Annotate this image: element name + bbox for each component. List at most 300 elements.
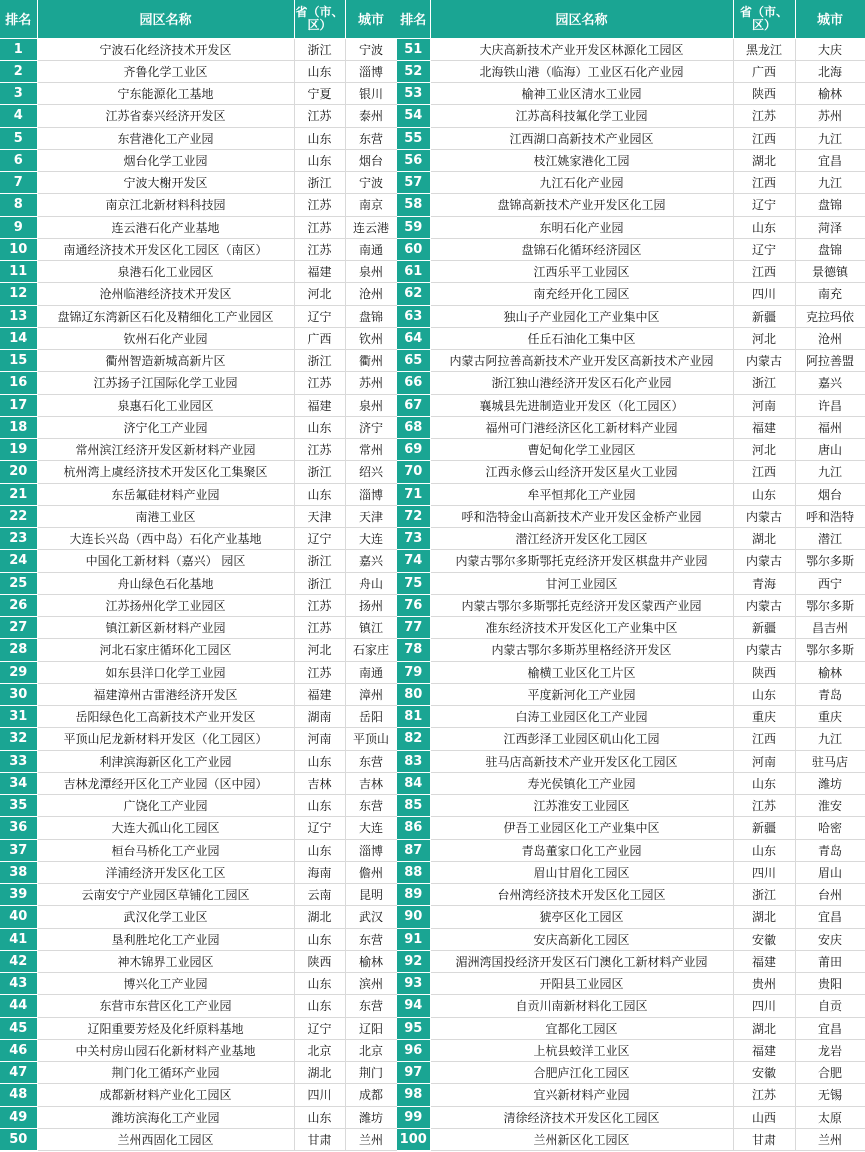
city-cell: 盘锦 — [795, 194, 865, 216]
province-cell: 河北 — [294, 639, 345, 661]
header-city: 城市 — [795, 0, 865, 38]
table-row — [0, 238, 397, 260]
header-province: 省（市、区） — [294, 0, 345, 38]
table-row — [397, 839, 865, 861]
city-cell: 钦州 — [345, 327, 397, 349]
rank-cell: 92 — [397, 950, 430, 972]
rank-cell: 91 — [397, 928, 430, 950]
province-cell: 浙江 — [294, 550, 345, 572]
province-cell: 河南 — [294, 728, 345, 750]
park-name-cell: 兰州新区化工园区 — [430, 1128, 733, 1150]
table-row — [0, 973, 397, 995]
park-name-cell: 枝江姚家港化工园 — [430, 149, 733, 171]
table-row — [0, 995, 397, 1017]
province-cell: 山东 — [733, 216, 795, 238]
park-name-cell: 神木锦界工业园区 — [37, 950, 294, 972]
city-cell: 宜昌 — [795, 1017, 865, 1039]
park-name-cell: 内蒙古鄂尔多斯鄂托克经济开发区棋盘井产业园 — [430, 550, 733, 572]
rank-cell: 72 — [397, 505, 430, 527]
rank-cell: 9 — [0, 216, 37, 238]
city-cell: 重庆 — [795, 706, 865, 728]
province-cell: 甘肃 — [733, 1128, 795, 1150]
rank-cell: 13 — [0, 305, 37, 327]
province-cell: 江苏 — [294, 661, 345, 683]
table-row — [397, 639, 865, 661]
park-name-cell: 榆神工业区清水工业园 — [430, 83, 733, 105]
province-cell: 宁夏 — [294, 83, 345, 105]
province-cell: 广西 — [733, 60, 795, 82]
city-cell: 扬州 — [345, 594, 397, 616]
table-row — [397, 327, 865, 349]
park-name-cell: 江苏扬子江国际化学工业园 — [37, 372, 294, 394]
province-cell: 内蒙古 — [733, 550, 795, 572]
province-cell: 江苏 — [733, 1084, 795, 1106]
province-cell: 山东 — [294, 127, 345, 149]
park-name-cell: 寿光侯镇化工产业园 — [430, 772, 733, 794]
table-row — [397, 1106, 865, 1128]
city-cell: 漳州 — [345, 683, 397, 705]
rank-cell: 27 — [0, 617, 37, 639]
table-row — [0, 261, 397, 283]
city-cell: 大连 — [345, 528, 397, 550]
city-cell: 淄博 — [345, 839, 397, 861]
city-cell: 舟山 — [345, 572, 397, 594]
city-cell: 克拉玛依 — [795, 305, 865, 327]
city-cell: 宜昌 — [795, 149, 865, 171]
rank-cell: 58 — [397, 194, 430, 216]
rank-cell: 18 — [0, 416, 37, 438]
city-cell: 莆田 — [795, 950, 865, 972]
rank-cell: 22 — [0, 505, 37, 527]
rank-cell: 35 — [0, 795, 37, 817]
province-cell: 重庆 — [733, 706, 795, 728]
park-name-cell: 兰州西固化工园区 — [37, 1128, 294, 1150]
province-cell: 湖北 — [733, 149, 795, 171]
province-cell: 陕西 — [733, 661, 795, 683]
city-cell: 泉州 — [345, 261, 397, 283]
table-row — [397, 505, 865, 527]
province-cell: 辽宁 — [294, 528, 345, 550]
rank-cell: 68 — [397, 416, 430, 438]
table-row — [397, 1084, 865, 1106]
province-cell: 浙江 — [733, 884, 795, 906]
park-name-cell: 内蒙古鄂尔多斯鄂托克经济开发区蒙西产业园 — [430, 594, 733, 616]
city-cell: 兰州 — [345, 1128, 397, 1150]
city-cell: 南京 — [345, 194, 397, 216]
park-name-cell: 猇亭区化工园区 — [430, 906, 733, 928]
rank-cell: 49 — [0, 1106, 37, 1128]
table-row — [397, 928, 865, 950]
table-row — [0, 795, 397, 817]
park-name-cell: 九江石化产业园 — [430, 172, 733, 194]
province-cell: 湖南 — [294, 706, 345, 728]
header-rank: 排名 — [397, 0, 430, 38]
city-cell: 鄂尔多斯 — [795, 594, 865, 616]
rank-cell: 23 — [0, 528, 37, 550]
city-cell: 九江 — [795, 172, 865, 194]
park-name-cell: 襄城县先进制造业开发区（化工园区） — [430, 394, 733, 416]
province-cell: 山东 — [733, 839, 795, 861]
city-cell: 吉林 — [345, 772, 397, 794]
park-name-cell: 大庆高新技术产业开发区林源化工园区 — [430, 38, 733, 60]
rank-cell: 16 — [0, 372, 37, 394]
city-cell: 驻马店 — [795, 750, 865, 772]
table-row — [397, 1062, 865, 1084]
header-park-name: 园区名称 — [37, 0, 294, 38]
rank-cell: 25 — [0, 572, 37, 594]
city-cell: 镇江 — [345, 617, 397, 639]
city-cell: 辽阳 — [345, 1017, 397, 1039]
park-name-cell: 潍坊滨海化工产业园 — [37, 1106, 294, 1128]
province-cell: 内蒙古 — [733, 505, 795, 527]
city-cell: 九江 — [795, 728, 865, 750]
province-cell: 江苏 — [733, 795, 795, 817]
city-cell: 无锡 — [795, 1084, 865, 1106]
rank-cell: 34 — [0, 772, 37, 794]
table-row — [0, 216, 397, 238]
province-cell: 新疆 — [733, 817, 795, 839]
city-cell: 东营 — [345, 995, 397, 1017]
rank-cell: 39 — [0, 884, 37, 906]
park-name-cell: 牟平恒邦化工产业园 — [430, 483, 733, 505]
table-row — [397, 728, 865, 750]
province-cell: 河北 — [294, 283, 345, 305]
province-cell: 甘肃 — [294, 1128, 345, 1150]
park-name-cell: 北海铁山港（临海）工业区石化产业园 — [430, 60, 733, 82]
table-row — [397, 1128, 865, 1150]
table-row — [397, 38, 865, 60]
park-name-cell: 辽阳重要芳烃及化纤原料基地 — [37, 1017, 294, 1039]
table-row — [0, 572, 397, 594]
city-cell: 烟台 — [345, 149, 397, 171]
park-name-cell: 中国化工新材料（嘉兴） 园区 — [37, 550, 294, 572]
park-name-cell: 大连长兴岛（西中岛）石化产业基地 — [37, 528, 294, 550]
city-cell: 淄博 — [345, 483, 397, 505]
city-cell: 岳阳 — [345, 706, 397, 728]
rank-cell: 3 — [0, 83, 37, 105]
park-name-cell: 盘锦辽东湾新区石化及精细化工产业园区 — [37, 305, 294, 327]
rank-cell: 57 — [397, 172, 430, 194]
province-cell: 山东 — [733, 683, 795, 705]
table-row — [0, 394, 397, 416]
province-cell: 江苏 — [294, 617, 345, 639]
park-name-cell: 常州滨江经济开发区新材料产业园 — [37, 439, 294, 461]
park-name-cell: 南港工业区 — [37, 505, 294, 527]
city-cell: 荆门 — [345, 1062, 397, 1084]
rank-cell: 46 — [0, 1039, 37, 1061]
province-cell: 内蒙古 — [733, 594, 795, 616]
province-cell: 辽宁 — [294, 1017, 345, 1039]
rank-cell: 19 — [0, 439, 37, 461]
city-cell: 菏泽 — [795, 216, 865, 238]
rank-cell: 84 — [397, 772, 430, 794]
province-cell: 福建 — [294, 683, 345, 705]
park-name-cell: 福建漳州古雷港经济开发区 — [37, 683, 294, 705]
city-cell: 苏州 — [795, 105, 865, 127]
city-cell: 儋州 — [345, 861, 397, 883]
table-header-row — [397, 0, 865, 38]
park-name-cell: 桓台马桥化工产业园 — [37, 839, 294, 861]
park-name-cell: 平度新河化工产业园 — [430, 683, 733, 705]
city-cell: 衢州 — [345, 350, 397, 372]
rank-cell: 40 — [0, 906, 37, 928]
table-row — [0, 861, 397, 883]
table-row — [0, 105, 397, 127]
city-cell: 武汉 — [345, 906, 397, 928]
park-name-cell: 广饶化工产业园 — [37, 795, 294, 817]
rank-cell: 71 — [397, 483, 430, 505]
province-cell: 山东 — [294, 995, 345, 1017]
table-row — [397, 750, 865, 772]
province-cell: 安徽 — [733, 1062, 795, 1084]
province-cell: 江苏 — [294, 216, 345, 238]
city-cell: 石家庄 — [345, 639, 397, 661]
table-row — [0, 928, 397, 950]
table-row — [397, 861, 865, 883]
city-cell: 泉州 — [345, 394, 397, 416]
park-name-cell: 吉林龙潭经开区化工产业园（区中园） — [37, 772, 294, 794]
park-name-cell: 泉惠石化工业园区 — [37, 394, 294, 416]
city-cell: 九江 — [795, 127, 865, 149]
table-row — [0, 83, 397, 105]
table-row — [0, 661, 397, 683]
rank-cell: 2 — [0, 60, 37, 82]
city-cell: 东营 — [345, 928, 397, 950]
province-cell: 浙江 — [294, 461, 345, 483]
park-name-cell: 任丘石油化工集中区 — [430, 327, 733, 349]
park-name-cell: 中关村房山园石化新材料产业基地 — [37, 1039, 294, 1061]
park-name-cell: 齐鲁化学工业区 — [37, 60, 294, 82]
city-cell: 淄博 — [345, 60, 397, 82]
city-cell: 大庆 — [795, 38, 865, 60]
rank-cell: 83 — [397, 750, 430, 772]
park-name-cell: 如东县洋口化学工业园 — [37, 661, 294, 683]
park-name-cell: 盘锦石化循环经济园区 — [430, 238, 733, 260]
city-cell: 南通 — [345, 661, 397, 683]
park-name-cell: 荆门化工循环产业园 — [37, 1062, 294, 1084]
park-name-cell: 内蒙古阿拉善高新技术产业开发区高新技术产业园 — [430, 350, 733, 372]
table-row — [0, 639, 397, 661]
rank-cell: 100 — [397, 1128, 430, 1150]
province-cell: 山东 — [294, 60, 345, 82]
rank-cell: 50 — [0, 1128, 37, 1150]
table-row — [397, 416, 865, 438]
table-row — [397, 906, 865, 928]
province-cell: 天津 — [294, 505, 345, 527]
park-name-cell: 浙江独山港经济开发区石化产业园 — [430, 372, 733, 394]
park-name-cell: 镇江新区新材料产业园 — [37, 617, 294, 639]
city-cell: 天津 — [345, 505, 397, 527]
park-name-cell: 江苏省泰兴经济开发区 — [37, 105, 294, 127]
rank-cell: 90 — [397, 906, 430, 928]
city-cell: 景德镇 — [795, 261, 865, 283]
header-park-name: 园区名称 — [430, 0, 733, 38]
park-name-cell: 宜都化工园区 — [430, 1017, 733, 1039]
city-cell: 嘉兴 — [795, 372, 865, 394]
park-name-cell: 盘锦高新技术产业开发区化工园 — [430, 194, 733, 216]
table-row — [0, 1106, 397, 1128]
province-cell: 山东 — [294, 795, 345, 817]
park-name-cell: 平顶山尼龙新材料开发区（化工园区） — [37, 728, 294, 750]
city-cell: 北京 — [345, 1039, 397, 1061]
table-row — [0, 172, 397, 194]
city-cell: 银川 — [345, 83, 397, 105]
province-cell: 湖北 — [733, 906, 795, 928]
park-name-cell: 曹妃甸化学工业园区 — [430, 439, 733, 461]
park-name-cell: 岳阳绿色化工高新技术产业开发区 — [37, 706, 294, 728]
park-name-cell: 宁东能源化工基地 — [37, 83, 294, 105]
province-cell: 浙江 — [294, 172, 345, 194]
park-name-cell: 成都新材料产业化工园区 — [37, 1084, 294, 1106]
park-name-cell: 宁波石化经济技术开发区 — [37, 38, 294, 60]
province-cell: 辽宁 — [733, 238, 795, 260]
park-name-cell: 济宁化工产业园 — [37, 416, 294, 438]
park-name-cell: 宁波大榭开发区 — [37, 172, 294, 194]
park-name-cell: 自贡川南新材料化工园区 — [430, 995, 733, 1017]
city-cell: 合肥 — [795, 1062, 865, 1084]
province-cell: 河北 — [733, 439, 795, 461]
city-cell: 泰州 — [345, 105, 397, 127]
park-name-cell: 南通经济技术开发区化工园区（南区） — [37, 238, 294, 260]
park-name-cell: 武汉化学工业区 — [37, 906, 294, 928]
park-name-cell: 准东经济技术开发区化工产业集中区 — [430, 617, 733, 639]
province-cell: 山东 — [294, 1106, 345, 1128]
park-name-cell: 东营市东营区化工产业园 — [37, 995, 294, 1017]
park-name-cell: 内蒙古鄂尔多斯苏里格经济开发区 — [430, 639, 733, 661]
province-cell: 吉林 — [294, 772, 345, 794]
province-cell: 湖北 — [733, 528, 795, 550]
city-cell: 自贡 — [795, 995, 865, 1017]
city-cell: 盘锦 — [795, 238, 865, 260]
rank-cell: 55 — [397, 127, 430, 149]
table-row — [397, 572, 865, 594]
table-row — [397, 950, 865, 972]
province-cell: 江西 — [733, 728, 795, 750]
table-row — [0, 483, 397, 505]
park-name-cell: 杭州湾上虞经济技术开发区化工集聚区 — [37, 461, 294, 483]
rank-cell: 54 — [397, 105, 430, 127]
table-row — [0, 617, 397, 639]
rank-cell: 99 — [397, 1106, 430, 1128]
province-cell: 山东 — [733, 772, 795, 794]
rank-cell: 37 — [0, 839, 37, 861]
rank-cell: 98 — [397, 1084, 430, 1106]
park-name-cell: 连云港石化产业基地 — [37, 216, 294, 238]
table-row — [0, 305, 397, 327]
province-cell: 江苏 — [294, 194, 345, 216]
city-cell: 龙岩 — [795, 1039, 865, 1061]
province-cell: 安徽 — [733, 928, 795, 950]
rank-cell: 59 — [397, 216, 430, 238]
city-cell: 常州 — [345, 439, 397, 461]
rank-cell: 81 — [397, 706, 430, 728]
city-cell: 西宁 — [795, 572, 865, 594]
city-cell: 宁波 — [345, 172, 397, 194]
rank-cell: 77 — [397, 617, 430, 639]
rank-cell: 64 — [397, 327, 430, 349]
rank-cell: 89 — [397, 884, 430, 906]
rank-cell: 12 — [0, 283, 37, 305]
rank-cell: 66 — [397, 372, 430, 394]
table-row — [397, 795, 865, 817]
table-row — [397, 661, 865, 683]
city-cell: 连云港 — [345, 216, 397, 238]
province-cell: 江苏 — [294, 105, 345, 127]
table-row — [0, 505, 397, 527]
province-cell: 山东 — [294, 928, 345, 950]
city-cell: 成都 — [345, 1084, 397, 1106]
city-cell: 东营 — [345, 795, 397, 817]
table-row — [0, 1017, 397, 1039]
table-row — [0, 884, 397, 906]
rank-cell: 73 — [397, 528, 430, 550]
park-name-cell: 舟山绿色石化基地 — [37, 572, 294, 594]
park-name-cell: 福州可门港经济区化工新材料产业园 — [430, 416, 733, 438]
province-cell: 湖北 — [294, 1062, 345, 1084]
city-cell: 宁波 — [345, 38, 397, 60]
province-cell: 湖北 — [733, 1017, 795, 1039]
province-cell: 浙江 — [733, 372, 795, 394]
rank-cell: 7 — [0, 172, 37, 194]
header-city: 城市 — [345, 0, 397, 38]
table-row — [397, 483, 865, 505]
table-row — [397, 60, 865, 82]
rank-cell: 4 — [0, 105, 37, 127]
table-row — [397, 683, 865, 705]
table-row — [397, 884, 865, 906]
park-name-cell: 江苏扬州化学工业园区 — [37, 594, 294, 616]
park-name-cell: 垦利胜坨化工产业园 — [37, 928, 294, 950]
city-cell: 济宁 — [345, 416, 397, 438]
province-cell: 江西 — [733, 261, 795, 283]
table-row — [0, 1128, 397, 1150]
table-row — [0, 594, 397, 616]
table-row — [0, 461, 397, 483]
city-cell: 南通 — [345, 238, 397, 260]
park-name-cell: 榆横工业区化工片区 — [430, 661, 733, 683]
rank-cell: 87 — [397, 839, 430, 861]
table-row — [0, 149, 397, 171]
park-name-cell: 沧州临港经济技术开发区 — [37, 283, 294, 305]
table-row — [0, 439, 397, 461]
province-cell: 福建 — [733, 1039, 795, 1061]
city-cell: 鄂尔多斯 — [795, 550, 865, 572]
province-cell: 湖北 — [294, 906, 345, 928]
table-row — [0, 772, 397, 794]
city-cell: 福州 — [795, 416, 865, 438]
table-row — [0, 1039, 397, 1061]
table-row — [397, 261, 865, 283]
park-name-cell: 大连大孤山化工园区 — [37, 817, 294, 839]
province-cell: 内蒙古 — [733, 350, 795, 372]
rank-cell: 45 — [0, 1017, 37, 1039]
province-cell: 四川 — [733, 995, 795, 1017]
rank-cell: 56 — [397, 149, 430, 171]
rank-cell: 15 — [0, 350, 37, 372]
rank-cell: 20 — [0, 461, 37, 483]
province-cell: 福建 — [733, 950, 795, 972]
province-cell: 浙江 — [294, 350, 345, 372]
province-cell: 黑龙江 — [733, 38, 795, 60]
province-cell: 江西 — [733, 127, 795, 149]
park-name-cell: 伊吾工业园区化工产业集中区 — [430, 817, 733, 839]
province-cell: 江西 — [733, 461, 795, 483]
table-row — [397, 172, 865, 194]
table-row — [0, 194, 397, 216]
table-row — [397, 83, 865, 105]
province-cell: 贵州 — [733, 973, 795, 995]
province-cell: 山东 — [294, 750, 345, 772]
